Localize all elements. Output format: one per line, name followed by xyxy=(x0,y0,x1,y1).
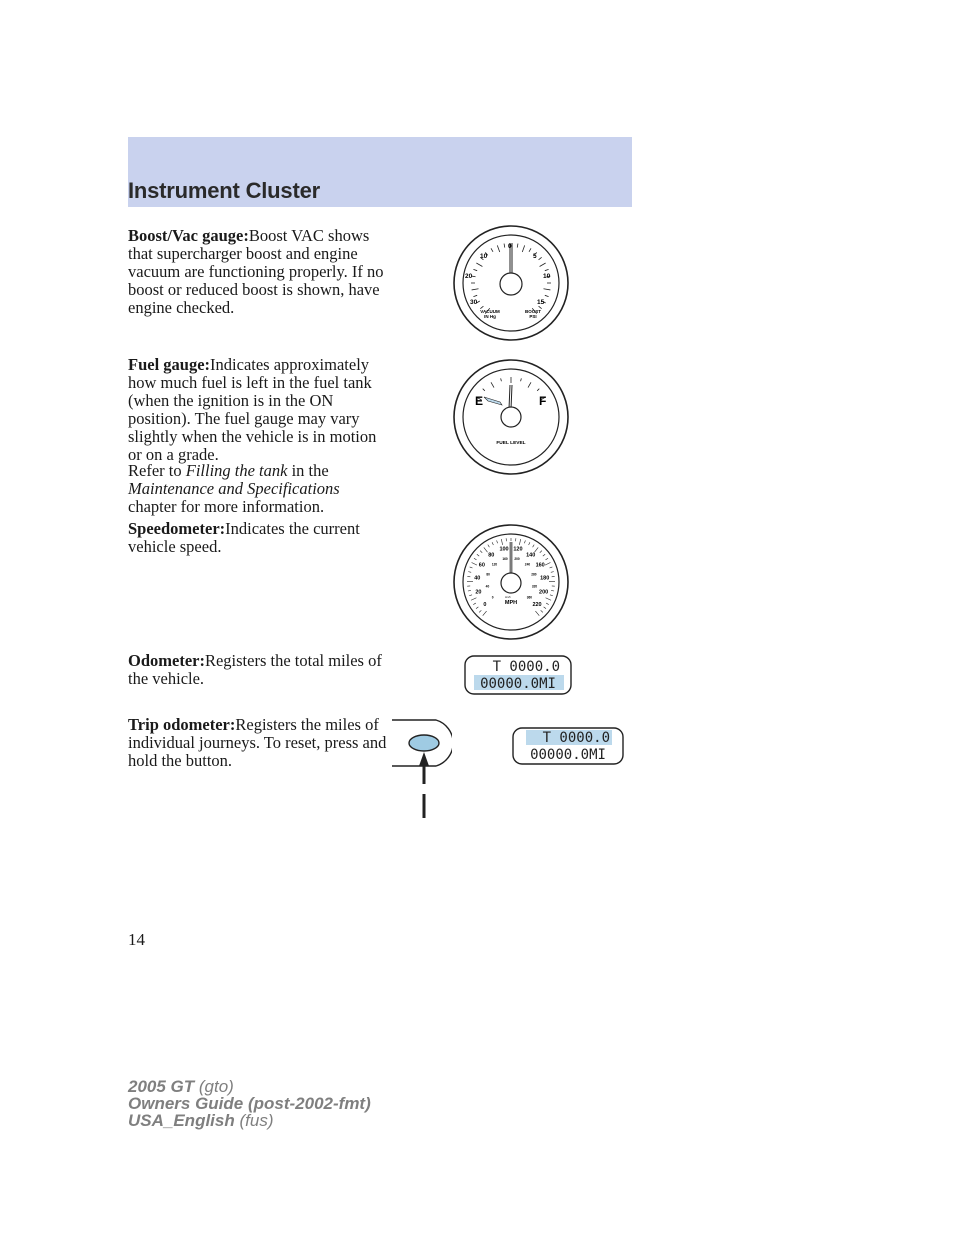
vacuum-unit: IN Hg xyxy=(484,314,496,319)
trip-display-total-line: 00000.0MI xyxy=(530,747,606,763)
boost-vac-gauge-illustration xyxy=(451,223,571,343)
trip-reset-button-illustration xyxy=(390,718,452,822)
boost-tick-20: 20 xyxy=(465,273,473,280)
trip-display-trip-line: T 0000.0 xyxy=(542,730,610,746)
mph-unit-label: MPH xyxy=(504,600,518,606)
mph-tick-160: 160 xyxy=(535,562,545,569)
refer-middle: in the xyxy=(287,461,329,480)
mph-tick-180: 180 xyxy=(540,575,550,582)
fuel-gauge-term: Fuel gauge: xyxy=(128,355,211,374)
document-footer xyxy=(128,1078,371,1129)
fuel-level-label: FUEL LEVEL xyxy=(496,441,526,446)
odometer-description xyxy=(128,652,390,688)
speedometer-term: Speedometer: xyxy=(128,519,226,538)
kmh-tick-40: 40 xyxy=(485,584,490,589)
trip-odometer-text: Registers the miles of individual journeys. To reset, press and hold the button. xyxy=(128,715,387,770)
kmh-tick-240: 240 xyxy=(524,562,531,567)
fuel-gauge-text: Indicates approximately how much fuel is left in the fuel tank (when the ignition is in the ON position). The fuel gauge may vary slightly when the vehicle is in motion or on a grade. xyxy=(128,355,377,464)
trip-odometer-display-illustration xyxy=(512,727,624,765)
trip-odometer-term: Trip odometer: xyxy=(128,715,236,734)
mph-tick-40: 40 xyxy=(474,575,481,582)
kmh-tick-0: 0 xyxy=(491,595,494,600)
kmh-tick-120: 120 xyxy=(491,562,498,567)
mph-tick-80: 80 xyxy=(488,552,495,559)
mph-tick-200: 200 xyxy=(539,589,549,596)
refer-prefix: Refer to xyxy=(128,461,186,480)
speedometer-text: Indicates the current vehicle speed. xyxy=(128,519,360,556)
fuel-gauge-illustration xyxy=(451,357,571,477)
footer-model: 2005 GT xyxy=(128,1077,195,1096)
odometer-term: Odometer: xyxy=(128,651,205,670)
boost-tick-10-vac: 10 xyxy=(480,253,488,260)
odometer-trip-line: T 0000.0 xyxy=(492,659,560,675)
odometer-total-line: 00000.0MI xyxy=(480,676,556,692)
trip-reset-button[interactable] xyxy=(409,735,439,751)
boost-tick-0: 0 xyxy=(508,243,512,250)
mph-tick-60: 60 xyxy=(478,562,485,569)
speedometer-illustration xyxy=(451,522,571,642)
refer-link: Filling the tank xyxy=(185,461,288,480)
boost-tick-30: 30 xyxy=(470,299,478,306)
speedometer-description xyxy=(128,520,390,556)
odometer-text: Registers the total miles of the vehicle. xyxy=(128,651,382,688)
fuel-gauge-description xyxy=(128,356,390,464)
footer-guide: Owners Guide (post-2002-fmt) xyxy=(128,1094,371,1113)
page-number: 14 xyxy=(128,930,145,949)
boost-unit: PSI xyxy=(529,314,537,319)
boost-tick-5: 5 xyxy=(533,253,537,260)
vacuum-label: VACUUM xyxy=(480,309,500,314)
odometer-display-illustration xyxy=(464,655,572,695)
footer-language: USA_English xyxy=(128,1111,235,1130)
kmh-tick-160: 160 xyxy=(502,556,508,561)
boost-label: BOOST xyxy=(524,309,542,314)
kmh-tick-200: 200 xyxy=(514,556,520,561)
refer-note xyxy=(128,462,390,516)
trip-odometer-description xyxy=(128,716,390,770)
mph-tick-140: 140 xyxy=(526,552,536,559)
section-title: Instrument Cluster xyxy=(128,178,320,203)
kmh-tick-320: 320 xyxy=(531,584,538,589)
boost-gauge-text: Boost VAC shows that supercharger boost and engine vacuum are functioning properly. If no boost or reduced boost is shown, have engine checked. xyxy=(128,226,384,317)
footer-model-code: (gto) xyxy=(198,1077,234,1096)
mph-tick-0: 0 xyxy=(483,601,487,608)
mph-tick-220: 220 xyxy=(532,601,542,608)
boost-gauge-description xyxy=(128,227,390,317)
mph-tick-120: 120 xyxy=(513,546,523,553)
mph-tick-20: 20 xyxy=(475,589,482,596)
footer-language-code: (fus) xyxy=(239,1111,274,1130)
kmh-tick-280: 280 xyxy=(531,572,537,577)
fuel-empty-mark: E xyxy=(475,394,484,408)
boost-tick-10-psi: 10 xyxy=(543,273,551,280)
kmh-tick-360: 360 xyxy=(526,595,533,600)
mph-tick-100: 100 xyxy=(499,546,509,553)
boost-tick-15: 15 xyxy=(537,299,545,306)
kmh-tick-80: 80 xyxy=(486,572,490,577)
refer-chapter: Maintenance and Specifications xyxy=(128,479,340,498)
fuel-full-mark: F xyxy=(539,394,547,408)
kmh-unit-label: km/h xyxy=(505,596,511,599)
boost-gauge-term: Boost/Vac gauge: xyxy=(128,226,249,245)
refer-suffix: chapter for more information. xyxy=(128,497,325,516)
